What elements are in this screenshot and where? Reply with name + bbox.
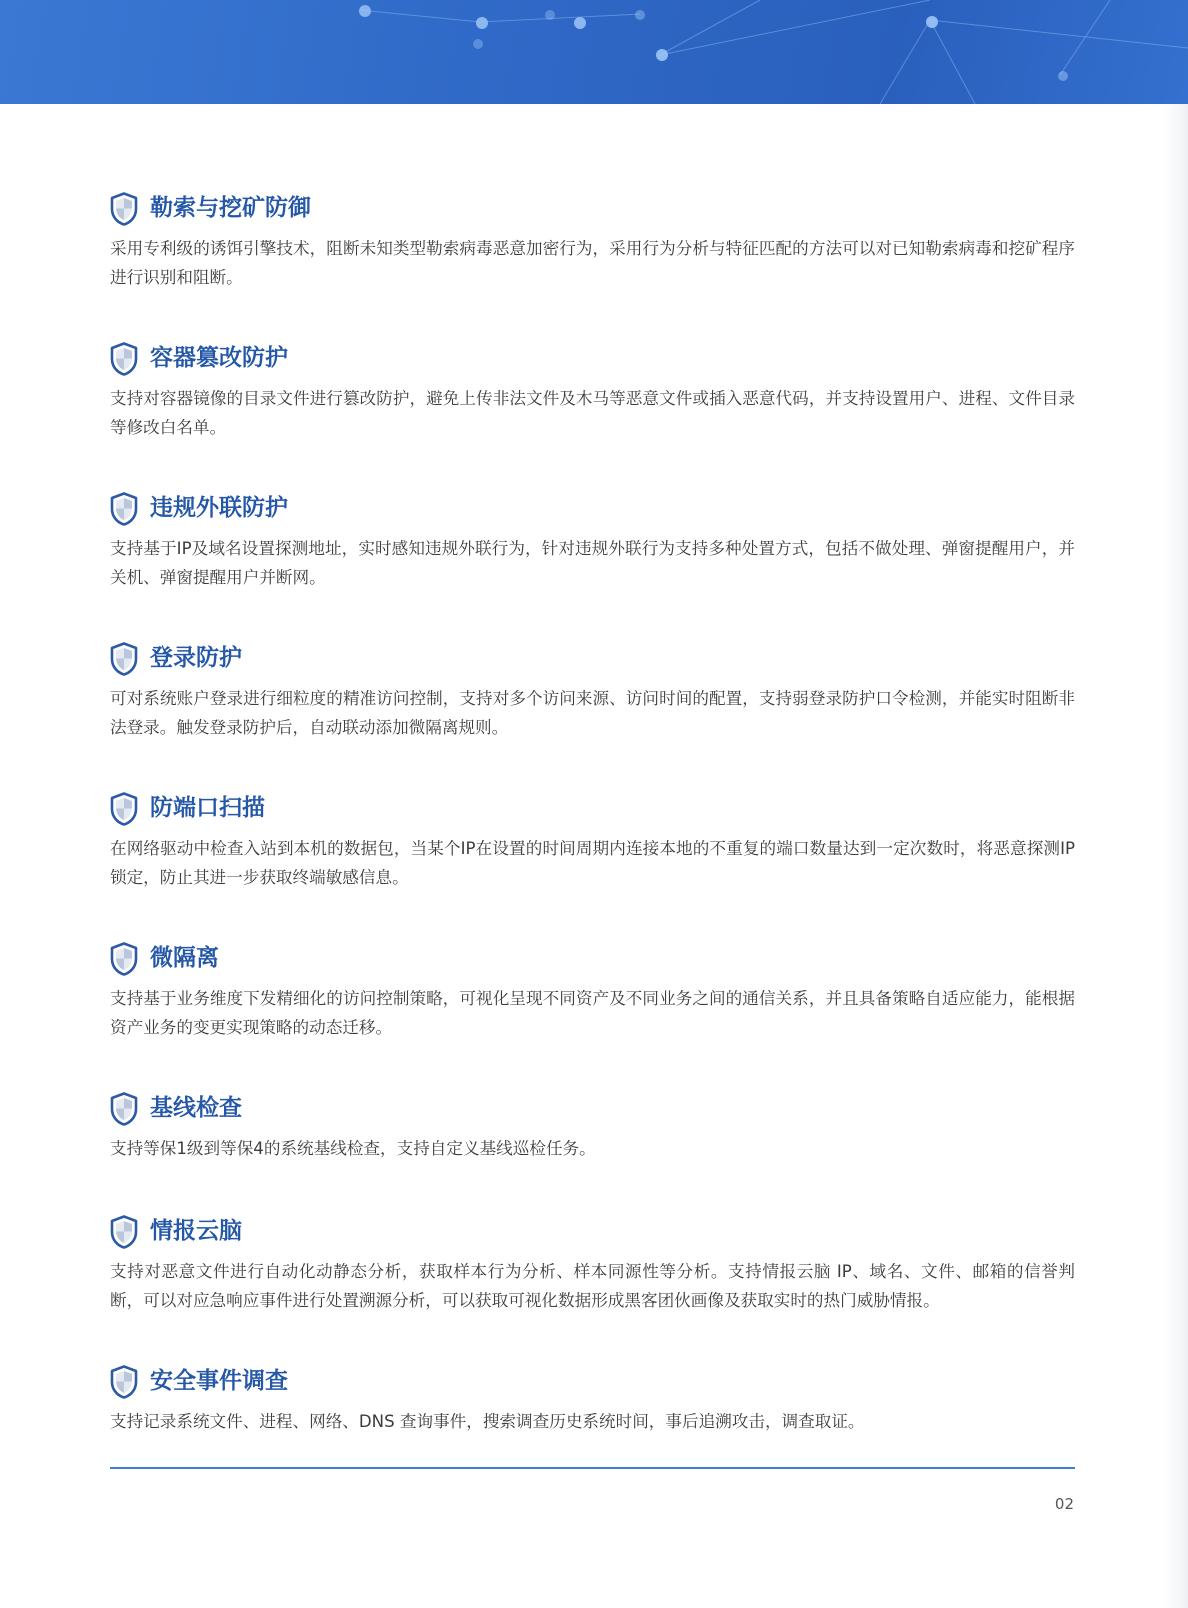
shield-icon [110,1092,138,1126]
shield-icon [110,792,138,826]
section-title: 基线检查 [150,1095,242,1121]
section-body: 采用专利级的诱饵引擎技术，阻断未知类型勒索病毒恶意加密行为，采用行为分析与特征匹配的方法可以对已知勒索病毒和挖矿程序进行识别和阻断。 [110,239,1075,287]
shield-icon [110,1215,138,1249]
shield-icon [110,492,138,526]
section-threat-intel-brain [110,1213,1075,1315]
section-baseline-check [110,1090,1075,1163]
section-title: 安全事件调查 [150,1368,288,1394]
section-outbound-violation-protection [110,490,1075,592]
section-title: 违规外联防护 [150,495,288,521]
section-title: 登录防护 [150,645,242,671]
section-micro-segmentation [110,940,1075,1042]
section-port-scan-protection [110,790,1075,892]
section-title: 容器篡改防护 [150,345,288,371]
section-login-protection [110,640,1075,742]
section-container-tamper-protection [110,340,1075,442]
shield-icon [110,192,138,226]
network-pattern [0,0,1188,104]
section-body: 支持对容器镜像的目录文件进行篡改防护，避免上传非法文件及木马等恶意文件或插入恶意代码，并支持设置用户、进程、文件目录等修改白名单。 [110,389,1075,437]
header-banner [0,0,1188,104]
section-body: 可对系统账户登录进行细粒度的精准访问控制，支持对多个访问来源、访问时间的配置，支持弱登录防护口令检测，并能实时阻断非法登录。触发登录防护后，自动联动添加微隔离规则。 [110,689,1075,737]
footer-divider [110,1467,1075,1469]
shield-icon [110,642,138,676]
section-title: 情报云脑 [150,1218,242,1244]
section-body: 支持基于业务维度下发精细化的访问控制策略，可视化呈现不同资产及不同业务之间的通信关系，并且具备策略自适应能力，能根据资产业务的变更实现策略的动态迁移。 [110,989,1075,1037]
section-security-event-investigation [110,1363,1075,1436]
section-body: 支持等保1级到等保4的系统基线检查，支持自定义基线巡检任务。 [110,1139,596,1158]
section-title: 微隔离 [150,945,219,971]
section-body: 在网络驱动中检查入站到本机的数据包，当某个IP在设置的时间周期内连接本地的不重复的端口数量达到一定次数时，将恶意探测IP锁定，防止其进一步获取终端敏感信息。 [110,839,1075,887]
shield-icon [110,342,138,376]
shield-icon [110,1365,138,1399]
section-body: 支持基于IP及域名设置探测地址，实时感知违规外联行为，针对违规外联行为支持多种处置方式，包括不做处理、弹窗提醒用户，并关机、弹窗提醒用户并断网。 [110,539,1075,587]
section-body: 支持记录系统文件、进程、网络、DNS 查询事件，搜索调查历史系统时间，事后追溯攻击，调查取证。 [110,1412,865,1431]
shield-icon [110,942,138,976]
section-ransomware-defense [110,190,1075,292]
page-edge-shadow [1162,104,1188,1608]
section-title: 勒索与挖矿防御 [150,195,311,221]
section-title: 防端口扫描 [150,795,265,821]
page-number: 02 [1054,1495,1074,1513]
section-body: 支持对恶意文件进行自动化动静态分析，获取样本行为分析、样本同源性等分析。支持情报云脑 IP、域名、文件、邮箱的信誉判断，可以对应急响应事件进行处置溯源分析，可以获取可视化数据形成黑客团伙画像及获取实时的热门威胁情报。 [110,1262,1075,1310]
